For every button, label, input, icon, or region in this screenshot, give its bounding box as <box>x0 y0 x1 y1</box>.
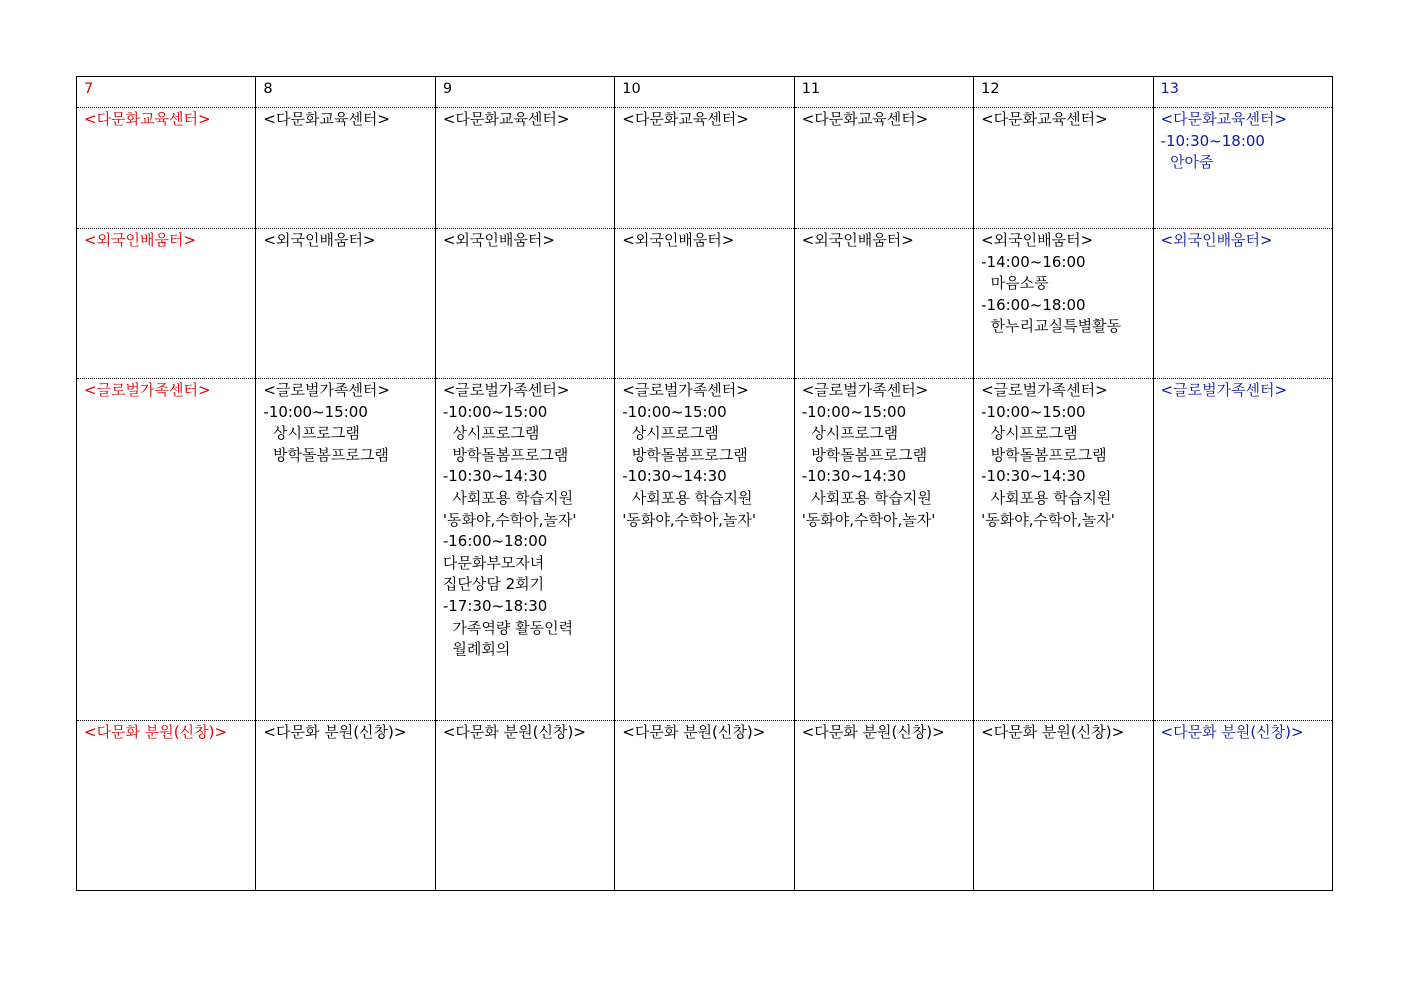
schedule-line: -10:30~18:00 <box>1160 131 1265 150</box>
schedule-cell <box>77 379 256 721</box>
schedule-line: 다문화부모자녀 <box>442 553 545 572</box>
schedule-cell <box>974 379 1153 721</box>
date-cell-3: 10 <box>615 77 794 108</box>
schedule-line: <외국인배움터> <box>622 231 735 249</box>
schedule-line: '동화야,수학아,놀자' <box>442 510 577 529</box>
schedule-line: -10:00~15:00 <box>622 402 727 421</box>
date-cell-0: 7 <box>77 77 256 108</box>
schedule-line: -10:00~15:00 <box>981 402 1086 421</box>
schedule-line: '동화야,수학아,놀자' <box>622 510 756 529</box>
schedule-line: -10:30~14:30 <box>622 467 727 486</box>
schedule-cell <box>1153 108 1332 229</box>
schedule-line: 방학돌봄프로그램 <box>622 445 748 464</box>
schedule-line: <다문화교육센터> <box>84 110 211 128</box>
schedule-line: 사회포용 학습지원 <box>981 488 1112 507</box>
schedule-cell <box>435 229 614 379</box>
schedule-line: 방학돌봄프로그램 <box>981 445 1107 464</box>
schedule-line: <외국인배움터> <box>442 231 555 249</box>
schedule-line: <글로벌가족센터> <box>263 381 390 399</box>
schedule-line: '동화야,수학아,놀자' <box>801 510 936 529</box>
schedule-cell <box>256 108 435 229</box>
schedule-line: <글로벌가족센터> <box>981 381 1108 399</box>
schedule-line: <글로벌가족센터> <box>442 381 570 399</box>
schedule-line: 방학돌봄프로그램 <box>801 445 928 464</box>
schedule-line: -16:00~18:00 <box>442 532 548 551</box>
date-cell-4: 11 <box>794 77 973 108</box>
schedule-line: -10:30~14:30 <box>442 467 548 486</box>
schedule-cell <box>435 379 614 721</box>
date-cell-6: 13 <box>1153 77 1332 108</box>
schedule-line: 사회포용 학습지원 <box>622 488 753 507</box>
schedule-cell <box>1153 229 1332 379</box>
schedule-line: <외국인배움터> <box>801 231 914 249</box>
schedule-line: 마음소풍 <box>981 274 1049 293</box>
schedule-line: 방학돌봄프로그램 <box>442 445 569 464</box>
schedule-line: '동화야,수학아,놀자' <box>981 510 1115 529</box>
schedule-cell <box>794 229 973 379</box>
schedule-line: 가족역량 활동인력 <box>442 618 574 637</box>
schedule-line: 사회포용 학습지원 <box>442 488 574 507</box>
schedule-line: -10:00~15:00 <box>442 402 548 421</box>
schedule-line: 상시프로그램 <box>622 424 719 443</box>
schedule-line: 사회포용 학습지원 <box>801 488 932 507</box>
schedule-line: <다문화 분원(신창)> <box>442 723 586 741</box>
schedule-line: -10:30~14:30 <box>981 467 1086 486</box>
schedule-line: <다문화 분원(신창)> <box>1160 723 1304 741</box>
date-row <box>77 77 1333 108</box>
schedule-line: <외국인배움터> <box>263 231 376 249</box>
schedule-line: -10:00~15:00 <box>801 402 907 421</box>
schedule-cell <box>256 721 435 891</box>
schedule-cell <box>615 379 794 721</box>
schedule-line: <글로벌가족센터> <box>622 381 749 399</box>
date-cell-2: 9 <box>435 77 614 108</box>
schedule-line: 상시프로그램 <box>801 424 899 443</box>
schedule-line: 월례회의 <box>442 640 511 659</box>
schedule-line: <외국인배움터> <box>84 231 197 249</box>
schedule-line: <다문화교육센터> <box>622 110 749 128</box>
schedule-cell <box>974 108 1153 229</box>
schedule-line: -16:00~18:00 <box>981 295 1086 314</box>
schedule-cell <box>435 721 614 891</box>
schedule-line: <글로벌가족센터> <box>84 381 211 399</box>
schedule-cell <box>77 721 256 891</box>
schedule-line: <외국인배움터> <box>981 231 1094 249</box>
schedule-cell <box>1153 379 1332 721</box>
schedule-line: <다문화교육센터> <box>442 110 570 128</box>
schedule-cell <box>435 108 614 229</box>
schedule-line: <다문화 분원(신창)> <box>622 723 766 741</box>
schedule-line: <다문화교육센터> <box>1160 110 1288 128</box>
schedule-cell <box>974 229 1153 379</box>
schedule-line: <다문화 분원(신창)> <box>84 723 228 741</box>
schedule-line: <다문화 분원(신창)> <box>981 723 1125 741</box>
schedule-line: -10:30~14:30 <box>801 467 907 486</box>
schedule-cell <box>1153 721 1332 891</box>
schedule-row-1 <box>77 108 1333 229</box>
schedule-line: -17:30~18:30 <box>442 596 548 615</box>
schedule-line: <다문화교육센터> <box>981 110 1108 128</box>
schedule-cell <box>77 108 256 229</box>
schedule-cell <box>256 229 435 379</box>
schedule-line: <다문화교육센터> <box>801 110 929 128</box>
schedule-cell <box>974 721 1153 891</box>
schedule-cell <box>794 379 973 721</box>
date-cell-1: 8 <box>256 77 435 108</box>
schedule-cell <box>615 108 794 229</box>
schedule-line: <다문화 분원(신창)> <box>801 723 945 741</box>
schedule-line: <다문화교육센터> <box>263 110 390 128</box>
schedule-line: <외국인배움터> <box>1160 231 1273 249</box>
schedule-line: 집단상담 2회기 <box>442 575 545 594</box>
schedule-line: <글로벌가족센터> <box>801 381 929 399</box>
schedule-line: 상시프로그램 <box>442 424 540 443</box>
schedule-line: -14:00~16:00 <box>981 252 1086 271</box>
schedule-cell <box>794 108 973 229</box>
schedule-cell <box>256 379 435 721</box>
weekly-schedule-table <box>76 76 1333 891</box>
schedule-line: -10:00~15:00 <box>263 402 368 421</box>
schedule-line: 안아줌 <box>1160 153 1214 172</box>
schedule-row-2 <box>77 229 1333 379</box>
schedule-cell <box>794 721 973 891</box>
schedule-line: 한누리교실특별활동 <box>981 317 1122 336</box>
schedule-row-3 <box>77 379 1333 721</box>
schedule-line: 상시프로그램 <box>981 424 1078 443</box>
schedule-cell <box>615 229 794 379</box>
schedule-line: 상시프로그램 <box>263 424 360 443</box>
schedule-row-4 <box>77 721 1333 891</box>
schedule-line: <글로벌가족센터> <box>1160 381 1288 399</box>
schedule-cell <box>77 229 256 379</box>
schedule-line: <다문화 분원(신창)> <box>263 723 407 741</box>
schedule-cell <box>615 721 794 891</box>
date-cell-5: 12 <box>974 77 1153 108</box>
schedule-line: 방학돌봄프로그램 <box>263 445 389 464</box>
